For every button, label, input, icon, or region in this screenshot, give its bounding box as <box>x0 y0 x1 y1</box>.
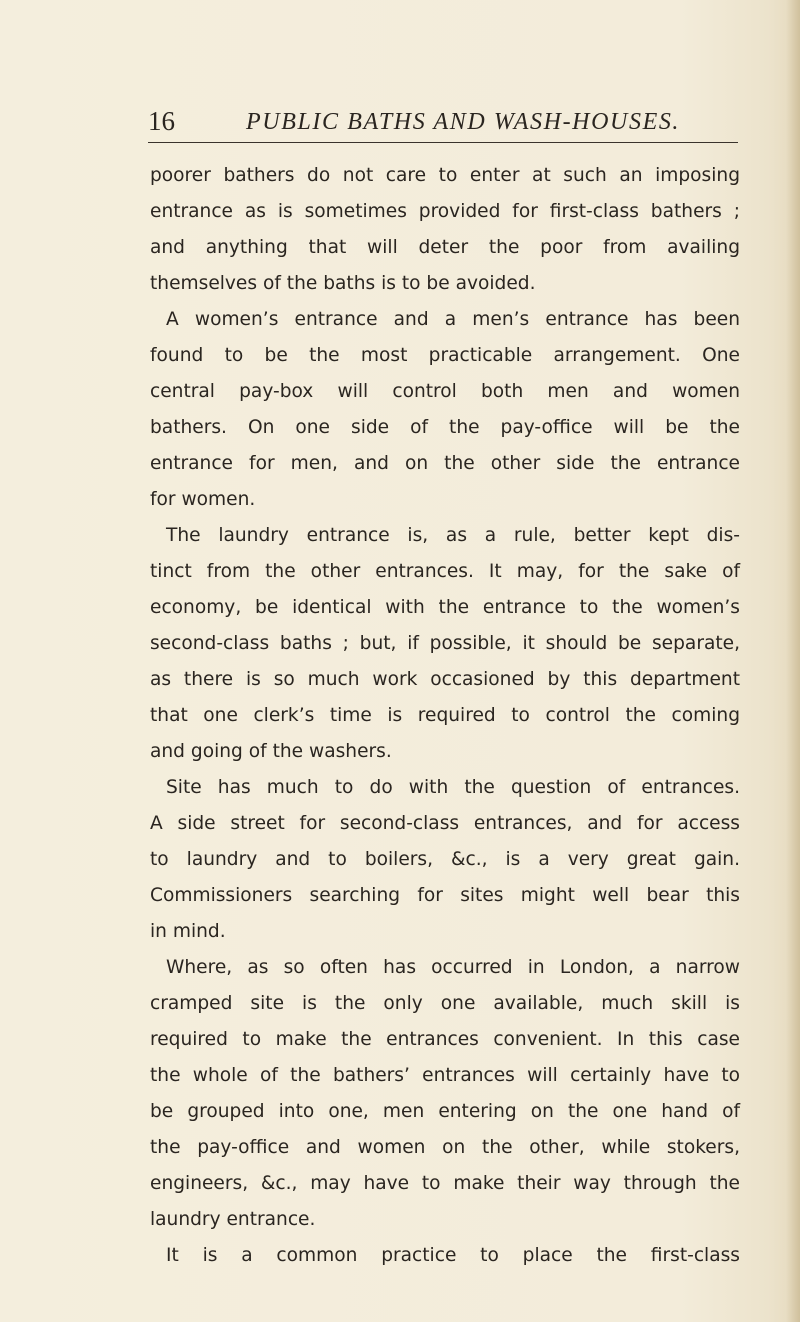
text-line: A side street for second-class entrances, and for access <box>150 813 740 834</box>
text-line: in mind. <box>150 921 226 942</box>
text-line: found to be the most practicable arrangement. One <box>150 345 740 366</box>
text-line: Site has much to do with the question of entrances. <box>166 777 740 798</box>
text-line: tinct from the other entrances. It may, for the sake of <box>150 561 740 582</box>
text-line: that one clerk’s time is required to control the coming <box>150 705 740 726</box>
text-line: entrance for men, and on the other side the entrance <box>150 453 740 474</box>
text-line: and going of the washers. <box>150 741 392 762</box>
text-line: cramped site is the only one available, much skill is <box>150 993 740 1014</box>
text-line: Commissioners searching for sites might well bear this <box>150 885 740 906</box>
text-line: and anything that will deter the poor from availing <box>150 237 740 258</box>
text-line: laundry entrance. <box>150 1209 316 1230</box>
page-number: 16 <box>148 106 175 136</box>
text-line: The laundry entrance is, as a rule, better kept dis- <box>166 525 740 546</box>
text-line: It is a common practice to place the first-class <box>166 1245 740 1266</box>
text-line: economy, be identical with the entrance to the women’s <box>150 597 740 618</box>
running-head <box>148 106 738 142</box>
running-title: PUBLIC BATHS AND WASH-HOUSES. <box>246 109 681 135</box>
text-line: required to make the entrances convenient. In this case <box>150 1029 740 1050</box>
text-line: themselves of the baths is to be avoided. <box>150 273 536 294</box>
text-line: entrance as is sometimes provided for first-class bathers ; <box>150 201 740 222</box>
text-line: the pay-office and women on the other, while stokers, <box>150 1137 740 1158</box>
text-line: to laundry and to boilers, &c., is a very great gain. <box>150 849 740 870</box>
text-line: Where, as so often has occurred in London, a narrow <box>166 957 740 978</box>
text-line: the whole of the bathers’ entrances will certainly have to <box>150 1065 740 1086</box>
text-line: be grouped into one, men entering on the one hand of <box>150 1101 740 1122</box>
text-line: bathers. On one side of the pay-office will be the <box>150 417 740 438</box>
body-text <box>150 158 740 1274</box>
header-rule <box>148 142 738 143</box>
text-line: engineers, &c., may have to make their way through the <box>150 1173 740 1194</box>
text-line: poorer bathers do not care to enter at such an imposing <box>150 165 740 186</box>
text-line: as there is so much work occasioned by this department <box>150 669 740 690</box>
text-line: second-class baths ; but, if possible, it should be separate, <box>150 633 740 654</box>
text-line: central pay-box will control both men and women <box>150 381 740 402</box>
text-line: A women’s entrance and a men’s entrance has been <box>166 309 740 330</box>
page-edge-shadow <box>786 0 800 1322</box>
text-line: for women. <box>150 489 256 510</box>
